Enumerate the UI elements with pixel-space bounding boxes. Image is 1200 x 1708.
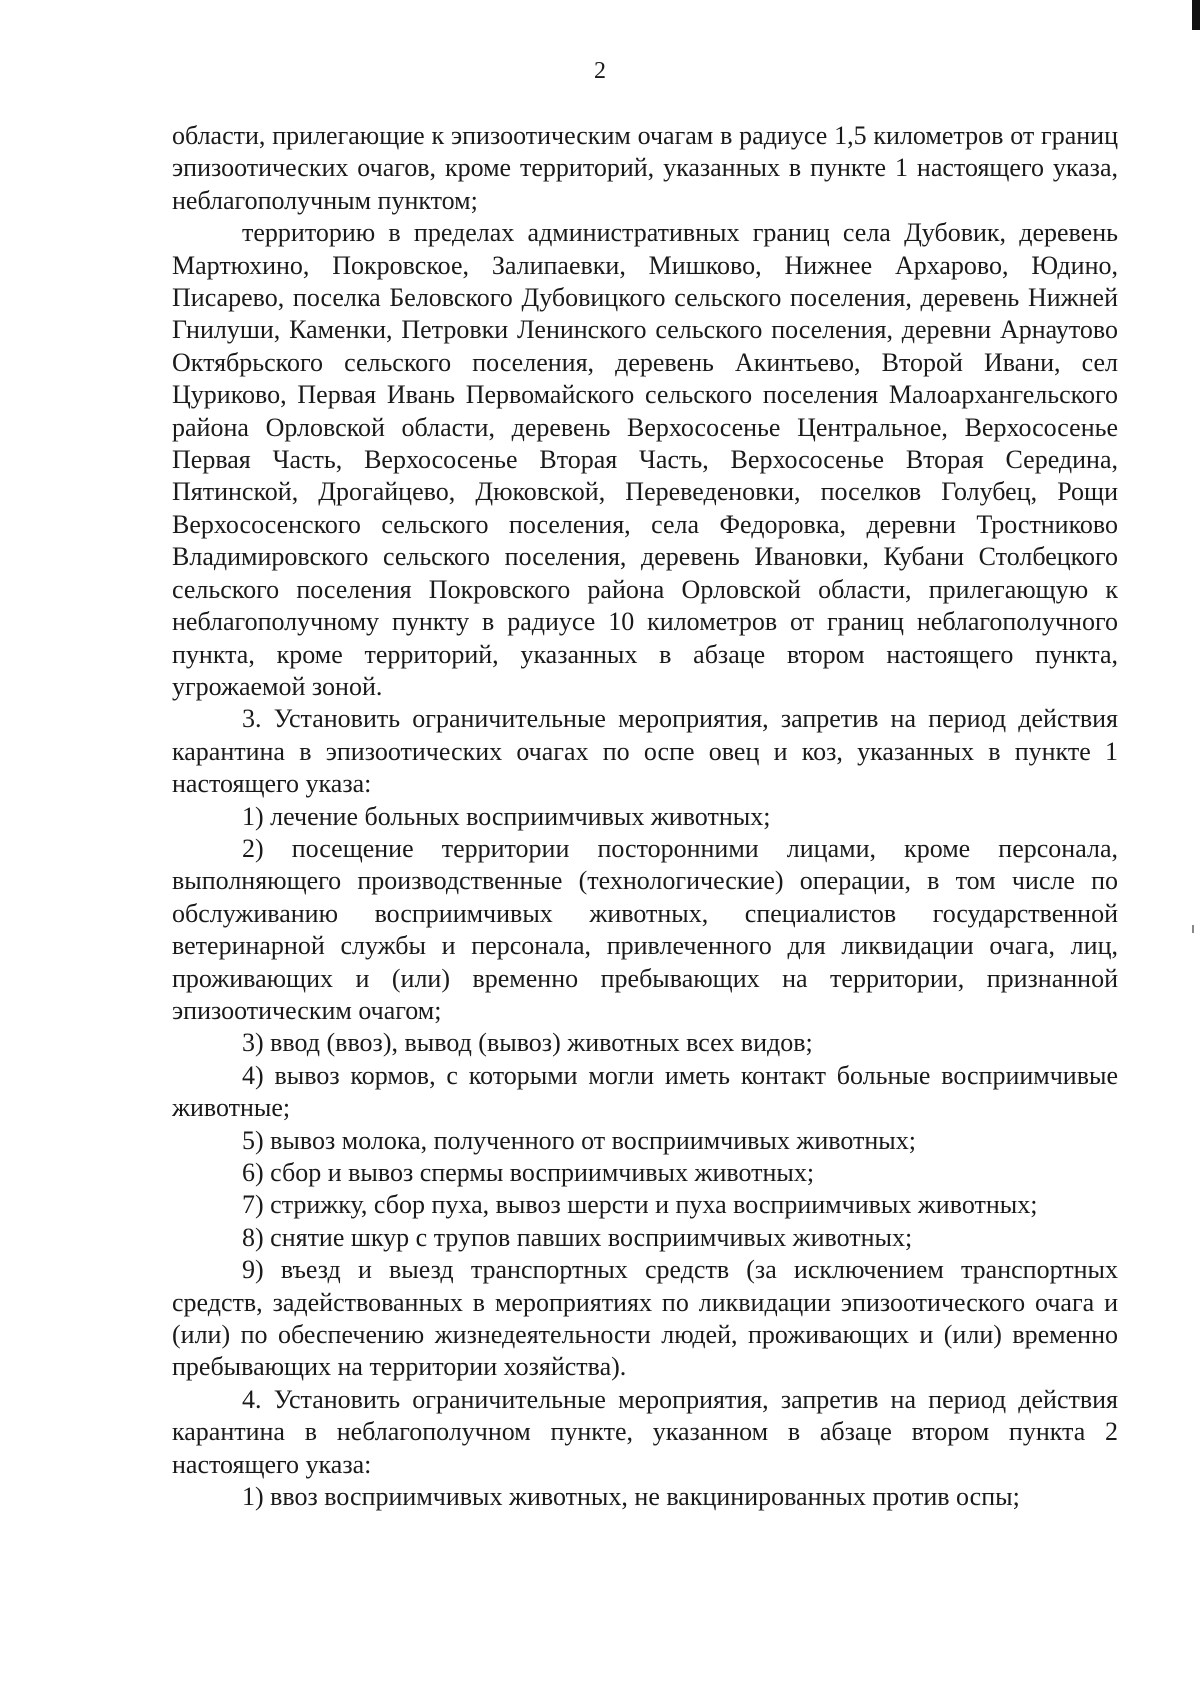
scan-corner-mark [1192,0,1200,30]
list-item: 4) вывоз кормов, с которыми могли иметь контакт больные восприимчивые животные; [172,1060,1118,1123]
list-item: 5) вывоз молока, полученного от восприимчивых животных; [242,1125,916,1155]
paragraph-item-3: 3. Установить ограничительные мероприятия, запретив на период действия карантина в эпизоотических очагах по оспе овец и коз, указанных в пункте 1 настоящего указа: [172,704,1118,799]
paragraph-item-4: 4. Установить ограничительные мероприятия, запретив на период действия карантина в неблагополучном пункте, указанном в абзаце втором пункта 2 настоящего указа: [172,1384,1118,1479]
page-number: 2 [594,58,606,84]
list-item: 7) стрижку, сбор пуха, вывоз шерсти и пуха восприимчивых животных; [242,1190,1038,1220]
list-item: 2) посещение территории посторонними лицами, кроме персонала, выполняющего производственные (технологические) операции, в том числе по обслуживанию восприимчивых животных, специалистов государственной ветеринарной службы и персонала, привлеченного для ликвидации очага, лиц, проживающих и (или) временно пребывающих на территории, признанной эпизоотическим очагом; [172,833,1118,1025]
document-body [172,120,1118,1513]
list-item: 6) сбор и вывоз спермы восприимчивых животных; [242,1158,815,1187]
list-item: 1) ввоз восприимчивых животных, не вакцинированных против оспы; [242,1482,1020,1512]
list-item: 8) снятие шкур с трупов павших восприимчивых животных; [242,1222,913,1252]
list-item: 9) въезд и выезд транспортных средств (за исключением транспортных средств, задействованных в мероприятиях по ликвидации эпизоотического очага и (или) по обеспечению жизнедеятельности людей, проживающих и (или) временно пребывающих на территории хозяйства). [172,1255,1118,1382]
list-item: 1) лечение больных восприимчивых животных; [242,801,771,831]
paragraph: территорию в пределах административных границ села Дубовик, деревень Мартюхино, Покровское, Залипаевки, Мишково, Нижнее Архарово, Юдино, Писарево, поселка Беловского Дубовицкого сельского поселения, деревень Нижней Гнилуши, Каменки, Петровки Ленинского сельского поселения, деревни Арнаутово Октябрьского сельского поселения, деревень Акинтьево, Второй Ивани, сел Цуриково, Первая Ивань Первомайского сельского поселения Малоархангельского района Орловской области, деревень Верхососенье Центральное, Верхососенье Первая Часть, Верхососенье Вторая Часть, Верхососенье Вторая Середина, Пятинской, Дрогайцево, Дюковской, Переведеновки, поселков Голубец, Рощи Верхососенского сельского поселения, села Федоровка, деревни Тростниково Владимировского сельского поселения, деревень Ивановки, Кубани Столбецкого сельского поселения Покровского района Орловской области, прилегающую к неблагополучному пункту в радиусе 10 километров от границ неблагополучного пункта, кроме территорий, указанных в абзаце втором настоящего пункта, угрожаемой зоной. [172,218,1118,701]
paragraph: области, прилегающие к эпизоотическим очагам в радиусе 1,5 километров от границ эпизоотических очагов, кроме территорий, указанных в пункте 1 настоящего указа, неблагополучным пунктом; [172,121,1118,215]
list-item: 3) ввод (ввоз), вывод (вывоз) животных всех видов; [242,1028,813,1058]
scan-margin-mark [1192,925,1194,933]
